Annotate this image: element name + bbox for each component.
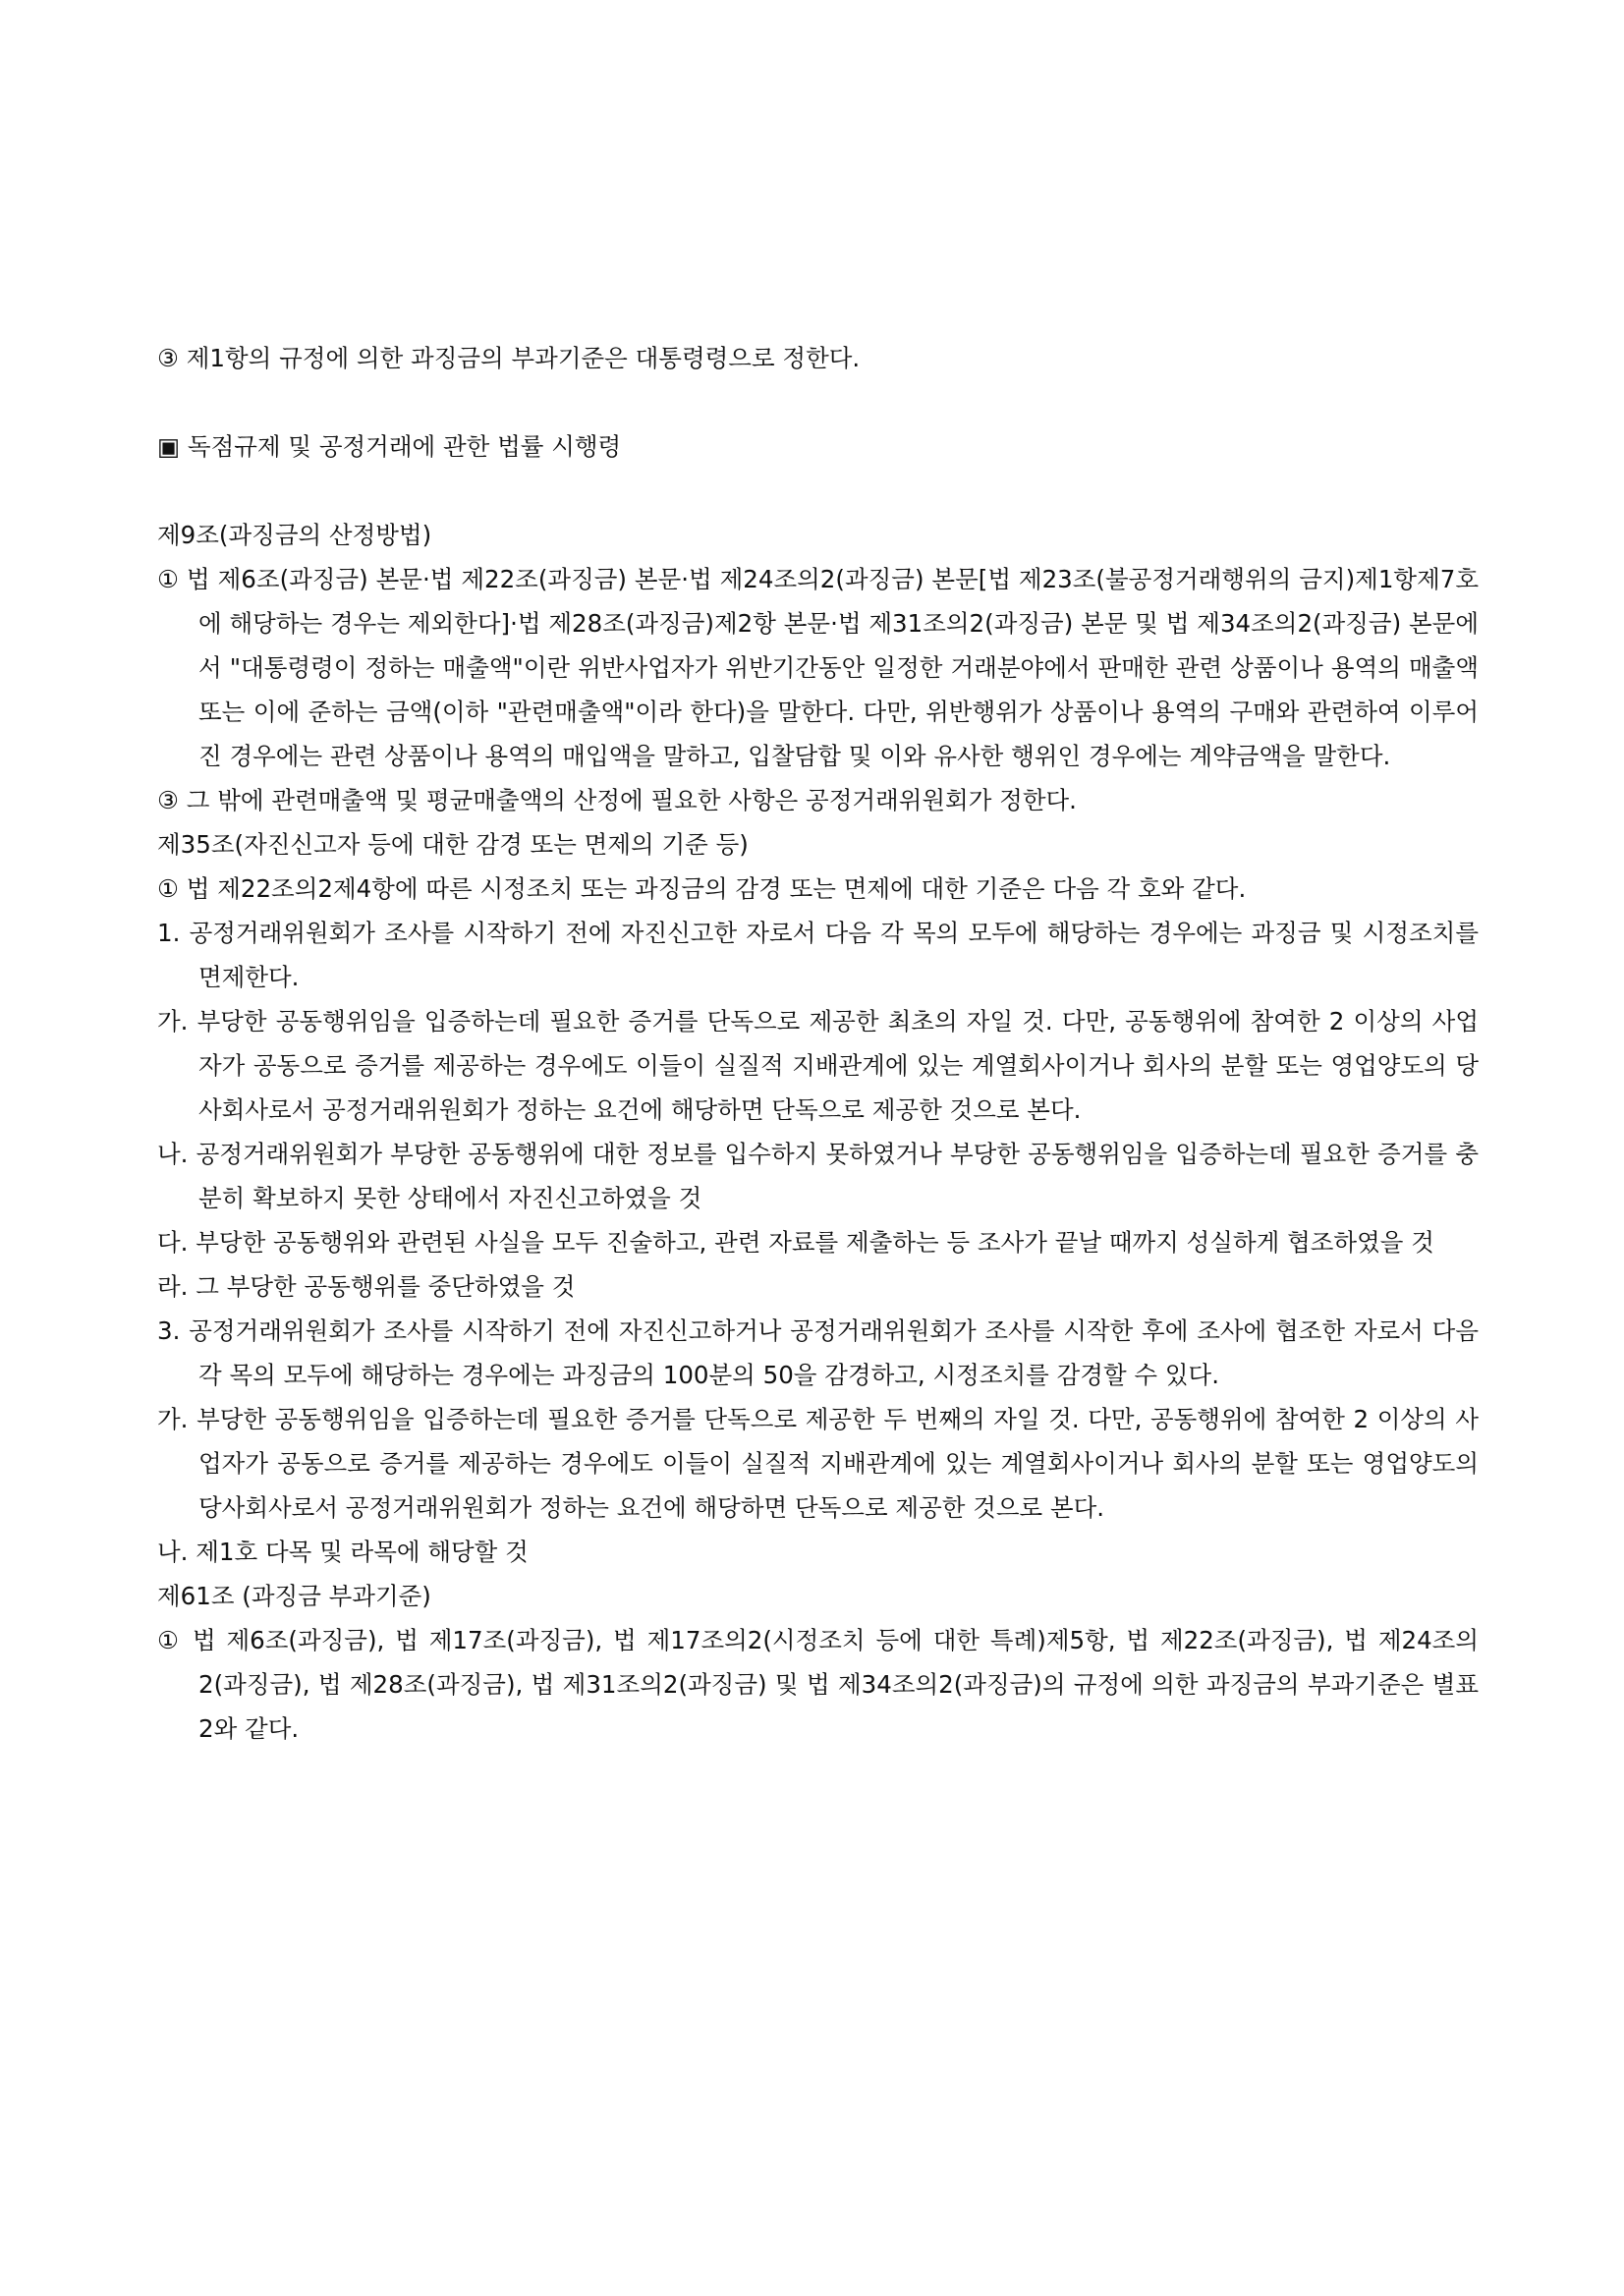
blank-line: [157, 380, 1479, 424]
paragraph-article-35-clause-1: ① 법 제22조의2제4항에 따른 시정조치 또는 과징금의 감경 또는 면제에 대한 기준은 다음 각 호와 같다.: [157, 874, 1247, 903]
item-1-da: 다. 부당한 공동행위와 관련된 사실을 모두 진술하고, 관련 자료를 제출하는 등 조사가 끝날 때까지 성실하게 협조하였을 것: [157, 1228, 1434, 1257]
item-1-ga: 가. 부당한 공동행위임을 입증하는데 필요한 증거를 단독으로 제공한 최초의 자일 것. 다만, 공동행위에 참여한 2 이상의 사업자가 공동으로 증거를 제공하는 경우에도 이들이 실질적 지배관계에 있는 계열회사이거나 회사의 분할 또는 영업양도의 당사회사로서 공정거래위원회가 정하는 요건에 해당하면 단독으로 제공한 것으로 본다.: [157, 1007, 1479, 1124]
document-body: [157, 336, 1479, 1751]
paragraph-article-9-clause-1: ① 법 제6조(과징금) 본문·법 제22조(과징금) 본문·법 제24조의2(과징금) 본문[법 제23조(불공정거래행위의 금지)제1항제7호에 해당하는 경우는 제외한다]·법 제28조(과징금)제2항 본문·법 제31조의2(과징금) 본문 및 법 제34조의2(과징금) 본문에서 "대통령령이 정하는 매출액"이란 위반사업자가 위반기간동안 일정한 거래분야에서 판매한 관련 상품이나 용역의 매출액 또는 이에 준하는 금액(이하 "관련매출액"이라 한다)을 말한다. 다만, 위반행위가 상품이나 용역의 구매와 관련하여 이루어진 경우에는 관련 상품이나 용역의 매입액을 말하고, 입찰담합 및 이와 유사한 행위인 경우에는 계약금액을 말한다.: [157, 565, 1479, 770]
item-1: 1. 공정거래위원회가 조사를 시작하기 전에 자진신고한 자로서 다음 각 목의 모두에 해당하는 경우에는 과징금 및 시정조치를 면제한다.: [157, 919, 1479, 991]
item-3-ga: 가. 부당한 공동행위임을 입증하는데 필요한 증거를 단독으로 제공한 두 번째의 자일 것. 다만, 공동행위에 참여한 2 이상의 사업자가 공동으로 증거를 제공하는 경우에도 이들이 실질적 지배관계에 있는 계열회사이거나 회사의 분할 또는 영업양도의 당사회사로서 공정거래위원회가 정하는 요건에 해당하면 단독으로 제공한 것으로 본다.: [157, 1405, 1479, 1522]
paragraph-article-61-clause-1: ① 법 제6조(과징금), 법 제17조(과징금), 법 제17조의2(시정조치 등에 대한 특례)제5항, 법 제22조(과징금), 법 제24조의2(과징금), 법 제28조(과징금), 법 제31조의2(과징금) 및 법 제34조의2(과징금)의 규정에 의한 과징금의 부과기준은 별표 2와 같다.: [157, 1626, 1479, 1743]
paragraph-clause-3: ③ 제1항의 규정에 의한 과징금의 부과기준은 대통령령으로 정한다.: [157, 344, 861, 372]
section-heading-decree: ▣ 독점규제 및 공정거래에 관한 법률 시행령: [157, 432, 622, 461]
paragraph-article-9-clause-3: ③ 그 밖에 관련매출액 및 평균매출액의 산정에 필요한 사항은 공정거래위원회가 정한다.: [157, 786, 1077, 814]
item-3-na: 나. 제1호 다목 및 라목에 해당할 것: [157, 1538, 529, 1566]
article-heading-9: 제9조(과징금의 산정방법): [157, 521, 432, 549]
article-heading-61: 제61조 (과징금 부과기준): [157, 1582, 431, 1610]
article-heading-35: 제35조(자진신고자 등에 대한 감경 또는 면제의 기준 등): [157, 830, 749, 859]
item-3: 3. 공정거래위원회가 조사를 시작하기 전에 자진신고하거나 공정거래위원회가 조사를 시작한 후에 조사에 협조한 자로서 다음 각 목의 모두에 해당하는 경우에는 과징금의 100분의 50을 감경하고, 시정조치를 감경할 수 있다.: [157, 1316, 1479, 1389]
item-1-ra: 라. 그 부당한 공동행위를 중단하였을 것: [157, 1272, 576, 1301]
item-1-na: 나. 공정거래위원회가 부당한 공동행위에 대한 정보를 입수하지 못하였거나 부당한 공동행위임을 입증하는데 필요한 증거를 충분히 확보하지 못한 상태에서 자진신고하였을 것: [157, 1140, 1479, 1212]
blank-line: [157, 469, 1479, 513]
